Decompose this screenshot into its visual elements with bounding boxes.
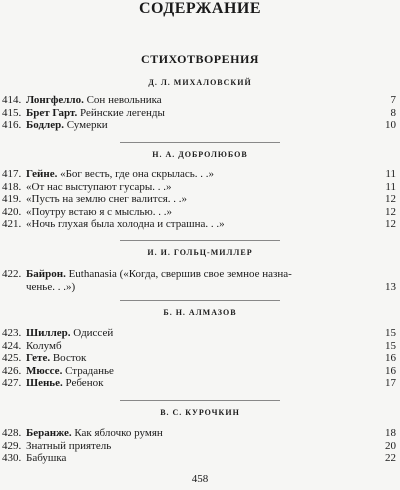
toc-entry (0, 268, 400, 281)
entry-number: 428. (2, 427, 22, 439)
entry-number: 419. (2, 193, 22, 206)
entry-page: 16 (385, 364, 396, 377)
entry-author: Байрон. (26, 268, 66, 280)
entry-page: 12 (385, 205, 396, 218)
entry-number: 429. (2, 439, 22, 452)
page-title: СОДЕРЖАНИЕ (138, 0, 262, 17)
toc-entry (0, 440, 400, 453)
entry-number: 414. (2, 94, 22, 106)
entry-title: «Пусть на землю снег валится. . .» (26, 193, 188, 206)
entry-page: 13 (385, 280, 396, 293)
entry-title-continuation: ченье. . .») (26, 280, 76, 293)
toc-section (0, 246, 400, 293)
toc-entry (0, 427, 400, 440)
entry-page: 12 (385, 193, 396, 206)
entry-page: 17 (385, 377, 396, 390)
entry-author: Шенье. (26, 377, 63, 390)
toc-section (0, 406, 400, 465)
entry-number: 418. (2, 180, 22, 193)
toc-entry (0, 181, 400, 194)
entry-number: 427. (2, 377, 22, 390)
entry-author: Мюссе. (26, 364, 63, 377)
entry-title: Ребенок (62, 377, 104, 390)
toc-section (0, 148, 400, 231)
entry-page: 10 (385, 119, 396, 132)
entry-author: Брет Гарт. (26, 106, 78, 119)
entry-author: Бодлер. (26, 119, 64, 132)
entry-number: 420. (2, 205, 22, 218)
entry-author: Лонгфелло. (26, 94, 84, 106)
page-number: 458 (191, 473, 209, 485)
entry-title: «От нас выступают гусары. . .» (26, 180, 172, 193)
section-divider (120, 142, 280, 143)
entry-number: 430. (2, 452, 22, 465)
entry-page: 18 (385, 427, 396, 439)
toc-entry (0, 206, 400, 219)
author-heading: Б. Н. АЛМАЗОВ (163, 308, 237, 317)
toc-entry (0, 94, 400, 107)
section-subtitle: СТИХОТВОРЕНИЯ (141, 52, 259, 66)
author-heading: В. С. КУРОЧКИН (160, 408, 240, 417)
toc-entry (0, 119, 400, 132)
entry-page: 11 (385, 180, 396, 193)
entry-number: 415. (2, 106, 22, 119)
entry-author: Шиллер. (26, 327, 71, 339)
entry-page: 22 (385, 452, 396, 465)
entry-author: Гете. (26, 352, 51, 365)
toc-entry (0, 352, 400, 365)
entry-number: 422. (2, 268, 22, 280)
entry-title: Euthanasia («Когда, свершив свое земное назна- (65, 268, 292, 280)
section-divider (120, 400, 280, 401)
entry-page: 11 (385, 168, 396, 180)
toc-entry (0, 340, 400, 353)
entry-page: 20 (385, 439, 396, 452)
section-divider (120, 240, 280, 241)
entry-number: 417. (2, 168, 22, 180)
toc-entry (0, 193, 400, 206)
entry-number: 424. (2, 339, 22, 352)
entry-author: Гейне. (26, 168, 58, 180)
entry-title: Сумерки (63, 119, 108, 132)
toc-entry (0, 218, 400, 231)
entry-number: 425. (2, 352, 22, 365)
entry-page: 15 (385, 339, 396, 352)
entry-page: 16 (385, 352, 396, 365)
entry-title: «Поутру встаю я с мыслью. . .» (26, 205, 173, 218)
entry-title: Как яблочко румян (71, 427, 163, 439)
entry-title: Сон невольника (83, 94, 162, 106)
entry-title: Одиссей (70, 327, 114, 339)
entry-number: 426. (2, 364, 22, 377)
entry-title: Знатный приятель (26, 439, 112, 452)
entry-page: 8 (390, 106, 396, 119)
toc-entry (0, 327, 400, 340)
entry-title: Рейнские легенды (77, 106, 165, 119)
toc-section (0, 306, 400, 390)
entry-title: Бабушка (26, 452, 67, 465)
author-heading: Н. А. ДОБРОЛЮБОВ (152, 150, 248, 159)
toc-entry (0, 377, 400, 390)
entry-number: 416. (2, 119, 22, 132)
toc-entry-continuation (0, 281, 400, 294)
author-heading: Д. Л. МИХАЛОВСКИЙ (148, 78, 252, 87)
toc-entry (0, 168, 400, 181)
toc-entry (0, 452, 400, 465)
entry-title: Страданье (62, 364, 114, 377)
toc-entry (0, 365, 400, 378)
section-divider (120, 300, 280, 301)
entry-number: 421. (2, 218, 22, 231)
entry-title: «Бог весть, где она скрылась. . .» (57, 168, 215, 180)
toc-entry (0, 107, 400, 120)
entry-title: Колумб (26, 339, 62, 352)
entry-page: 12 (385, 218, 396, 231)
author-heading: И. И. ГОЛЬЦ-МИЛЛЕР (147, 248, 253, 257)
entry-title: «Ночь глухая была холодна и страшна. . .» (26, 218, 225, 231)
entry-page: 15 (385, 327, 396, 339)
entry-author: Беранже. (26, 427, 72, 439)
entry-title: Восток (50, 352, 87, 365)
entry-page: 7 (390, 94, 396, 106)
entry-number: 423. (2, 327, 22, 339)
toc-section (0, 76, 400, 132)
